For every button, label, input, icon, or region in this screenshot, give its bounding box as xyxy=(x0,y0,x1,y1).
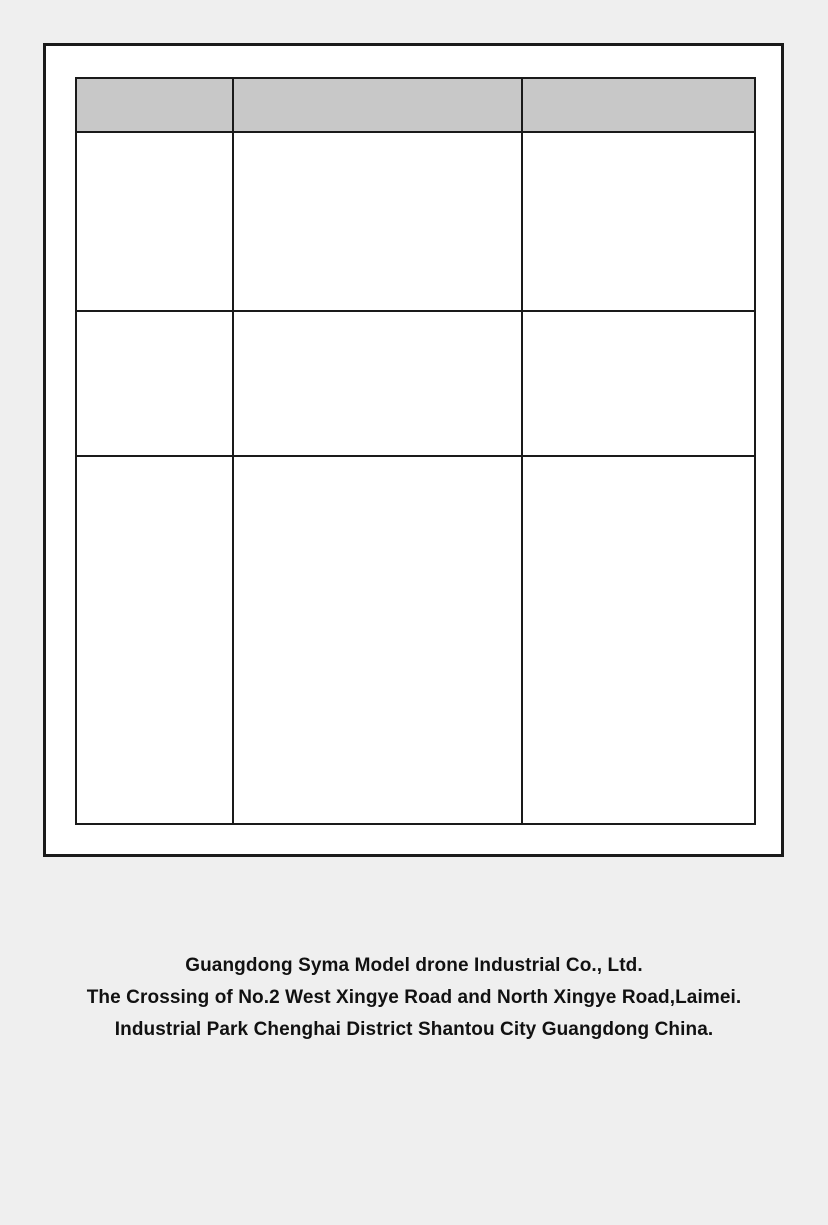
table-cell xyxy=(522,311,755,456)
table-row xyxy=(76,132,755,311)
table-header-row xyxy=(76,78,755,132)
table-cell xyxy=(76,132,233,311)
header-cell-3 xyxy=(522,78,755,132)
table-row xyxy=(76,456,755,824)
header-cell-2 xyxy=(233,78,522,132)
table-cell xyxy=(233,456,522,824)
address-line-1: The Crossing of No.2 West Xingye Road and North Xingye Road,Laimei. xyxy=(86,987,742,1008)
table-cell xyxy=(233,132,522,311)
blank-record-table xyxy=(75,77,756,825)
table-cell xyxy=(76,456,233,824)
table-cell xyxy=(522,132,755,311)
table-cell xyxy=(233,311,522,456)
company-address-block xyxy=(0,950,828,1046)
table-cell xyxy=(76,311,233,456)
company-name: Guangdong Syma Model drone Industrial Co., Ltd. xyxy=(185,955,643,976)
document-frame xyxy=(43,43,784,857)
table-row xyxy=(76,311,755,456)
table-cell xyxy=(522,456,755,824)
address-line-2: Industrial Park Chenghai District Shantou City Guangdong China. xyxy=(114,1019,714,1040)
header-cell-1 xyxy=(76,78,233,132)
